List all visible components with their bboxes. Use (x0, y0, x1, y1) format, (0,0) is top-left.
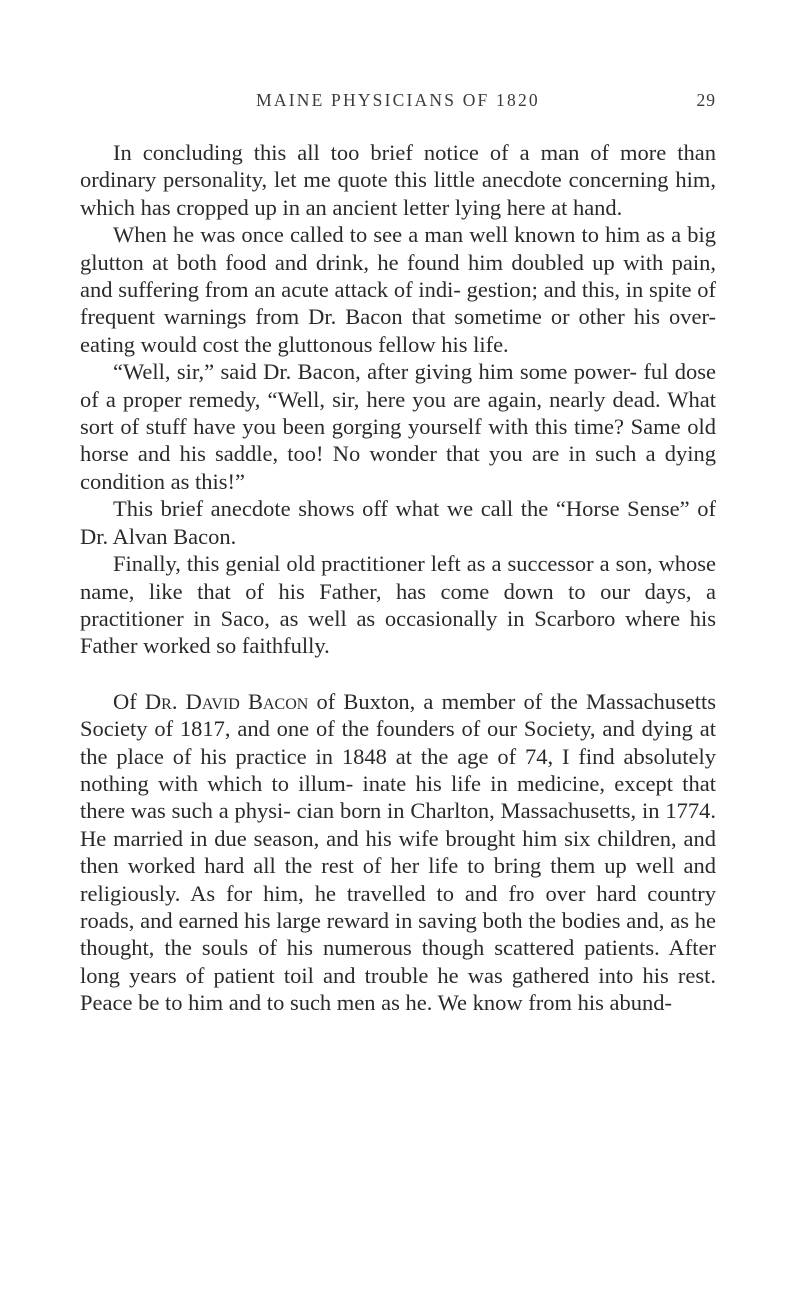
paragraph-horse-sense: This brief anecdote shows off what we call the “Horse Sense” of Dr. Alvan Bacon. (80, 496, 716, 549)
david-bacon-text: of Buxton, a member of the Massachusetts Society of 1817, and one of the founders of our Society, and dying at the place of his practice in 1848 at the age of 74, I find absolutely nothing with which to illum- inate his life in medicine, except that there was such a physi- cian born in Charlton, Massachusetts, in 1774. He married in due season, and his wife brought him six children, and then worked hard all the rest of her life to bring them up well and religiously. As for him, he travelled to and fro over hard country roads, and earned his large reward in saving both the bodies and, as he thought, the souls of his numerous though scattered patients. After long years of patient toil and trouble he was gathered into his rest. Peace be to him and to such men as he. We know from his abund- (80, 688, 716, 1016)
paragraph-david-bacon (80, 688, 716, 1017)
paragraph-glutton: When he was once called to see a man well known to him as a big glutton at both food and drink, he found him doubled up with pain, and suffering from an acute attack of indi- gestion; and this, in spite of frequent warnings from Dr. Bacon that sometime or other his over-eating would cost the gluttonous fellow his life. (80, 222, 716, 357)
body-text (80, 139, 716, 1017)
running-head (80, 90, 716, 120)
running-title: MAINE PHYSICIANS OF 1820 (256, 90, 540, 110)
paragraph-successor: Finally, this genial old practitioner left as a successor a son, whose name, like that of his Father, has come down to our days, a practitioner in Saco, as well as occasionally in Scarboro where his Father worked so faithfully. (80, 551, 716, 659)
lead-of: Of (113, 688, 145, 714)
page-number: 29 (696, 90, 716, 110)
paragraph-quote: “Well, sir,” said Dr. Bacon, after giving him some power- ful dose of a proper remedy, “Well, sir, here you are again, nearly dead. What sort of stuff have you been gorging yourself with this time? Same old horse and his saddle, too! No wonder that you are in such a dying condition as this!” (80, 359, 716, 494)
david-bacon-name: Dr. David Bacon (144, 688, 309, 714)
paragraph-anecdote-intro: In concluding this all too brief notice of a man of more than ordinary personality, let me quote this little anecdote concerning him, which has cropped up in an ancient letter lying here at hand. (80, 140, 716, 220)
